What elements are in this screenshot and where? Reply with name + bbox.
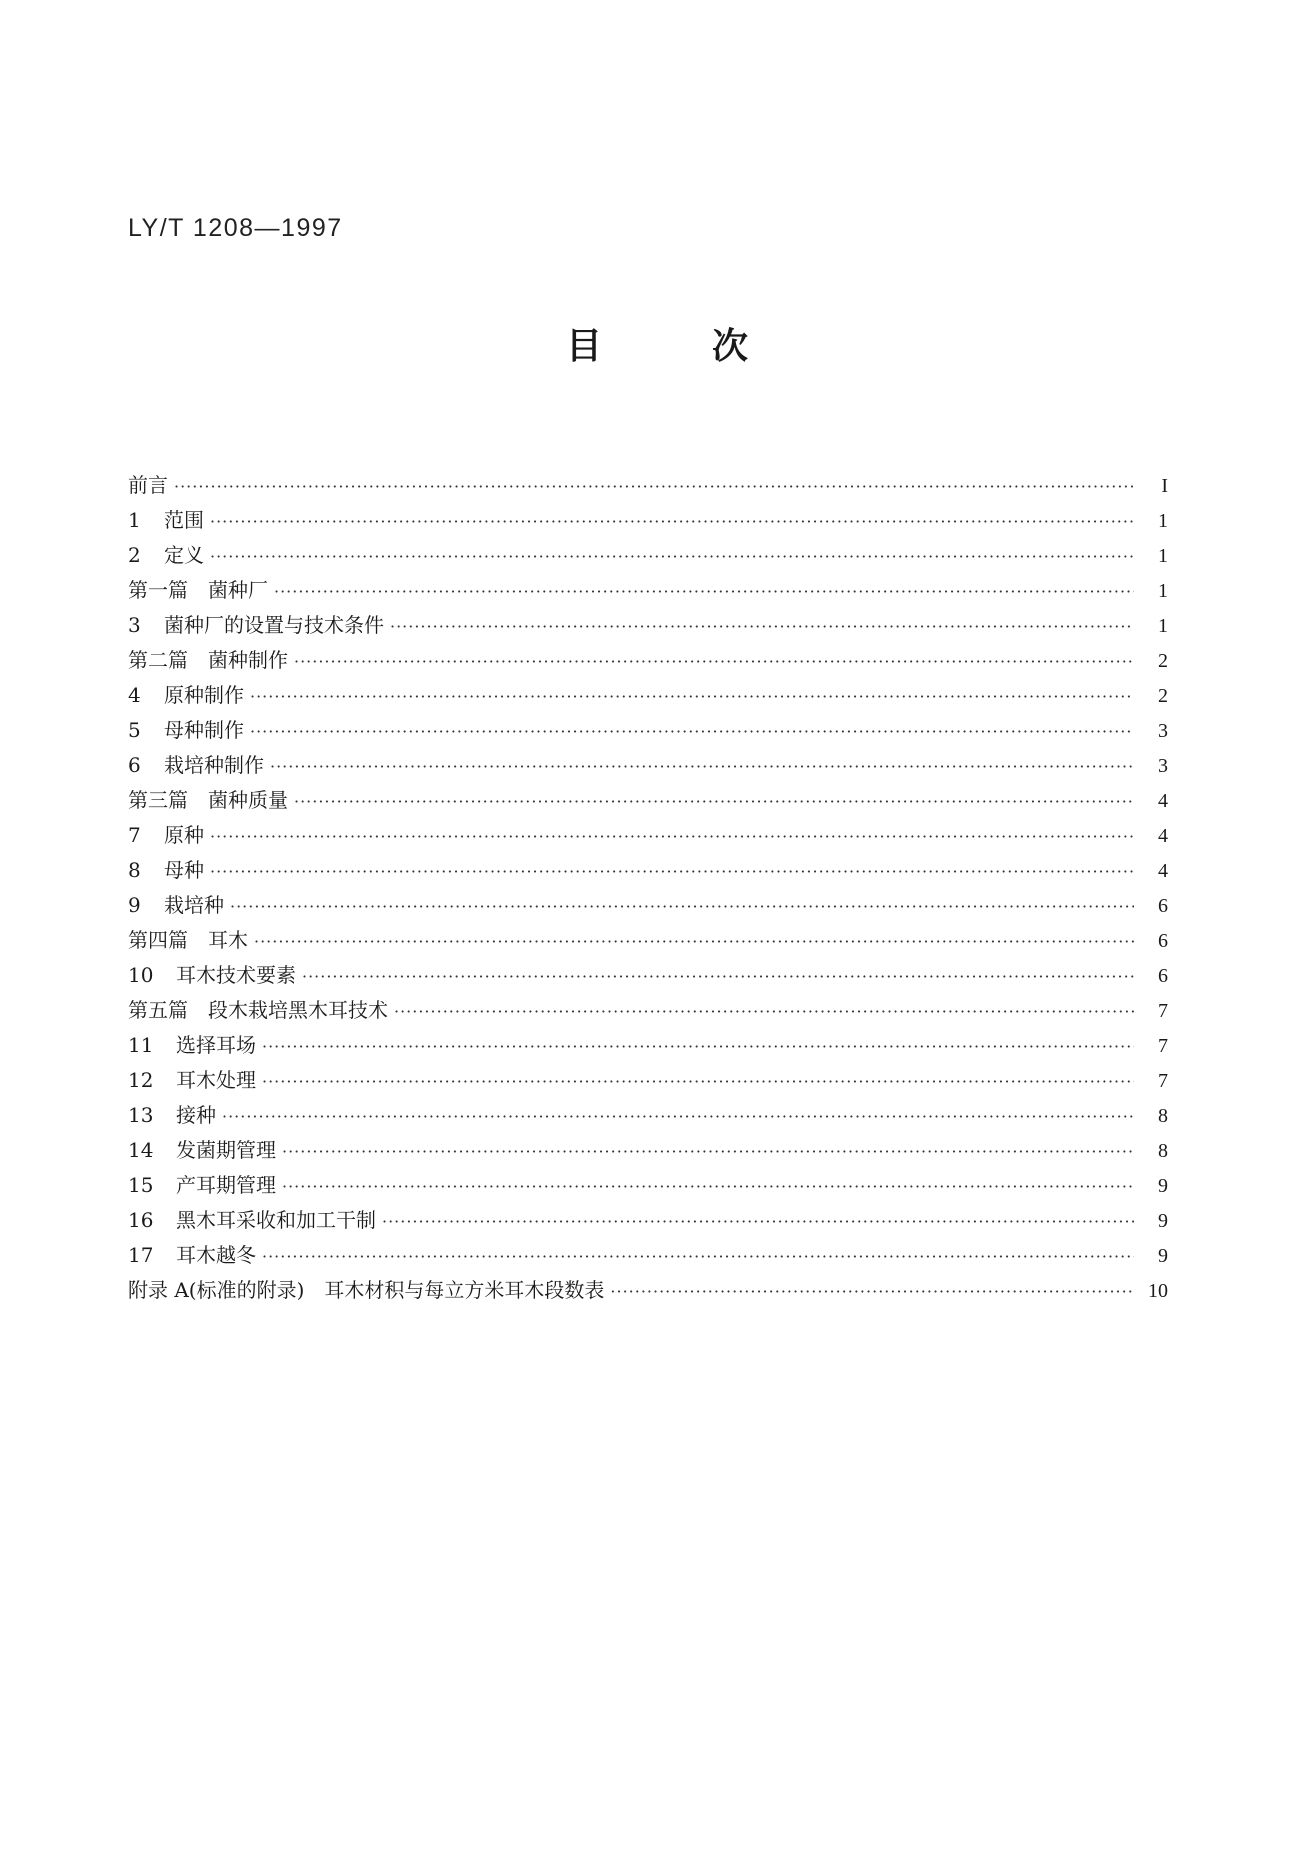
toc-entry[interactable] — [128, 468, 1168, 503]
toc-page: 6 — [1158, 965, 1168, 987]
toc-entry[interactable] — [128, 958, 1168, 993]
toc-entry[interactable] — [128, 1273, 1168, 1308]
toc-label: 栽培种制作 — [164, 753, 264, 777]
table-of-contents — [128, 468, 1168, 1308]
toc-leader-dots — [230, 889, 1134, 924]
title-char-1: 目 — [565, 326, 602, 367]
toc-leader-dots — [282, 1169, 1134, 1204]
toc-entry[interactable] — [128, 538, 1168, 573]
toc-page: 1 — [1158, 545, 1168, 567]
toc-label: 范围 — [164, 508, 204, 532]
toc-entry[interactable] — [128, 1168, 1168, 1203]
toc-page: 6 — [1158, 895, 1168, 917]
toc-leader-dots — [270, 749, 1134, 784]
toc-page: 9 — [1158, 1175, 1168, 1197]
toc-leader-dots — [610, 1274, 1134, 1309]
toc-leader-dots — [262, 1064, 1134, 1099]
title-char-2: 次 — [712, 326, 749, 367]
toc-label: 第一篇 菌种厂 — [128, 578, 268, 602]
toc-number: 17 — [128, 1243, 154, 1267]
toc-label: 菌种厂的设置与技术条件 — [164, 613, 384, 637]
toc-leader-dots — [382, 1204, 1134, 1239]
toc-number: 9 — [128, 893, 141, 917]
toc-label: 选择耳场 — [176, 1033, 256, 1057]
toc-entry[interactable] — [128, 503, 1168, 538]
toc-page: 4 — [1158, 825, 1168, 847]
toc-page: 1 — [1158, 510, 1168, 532]
toc-label: 第五篇 段木栽培黑木耳技术 — [128, 998, 388, 1022]
toc-entry[interactable] — [128, 608, 1168, 643]
toc-entry[interactable] — [128, 818, 1168, 853]
toc-page: 3 — [1158, 720, 1168, 742]
toc-label: 原种制作 — [164, 683, 244, 707]
toc-leader-dots — [262, 1239, 1134, 1274]
toc-number: 7 — [128, 823, 141, 847]
toc-number: 2 — [128, 543, 141, 567]
toc-entry[interactable] — [128, 923, 1168, 958]
toc-entry[interactable] — [128, 678, 1168, 713]
toc-label: 耳木越冬 — [176, 1243, 256, 1267]
toc-number: 6 — [128, 753, 141, 777]
toc-leader-dots — [250, 679, 1134, 714]
toc-leader-dots — [250, 714, 1134, 749]
toc-label: 附录 A(标准的附录) 耳木材积与每立方米耳木段数表 — [128, 1278, 605, 1302]
toc-entry[interactable] — [128, 783, 1168, 818]
toc-number: 4 — [128, 683, 141, 707]
toc-entry[interactable] — [128, 1203, 1168, 1238]
toc-leader-dots — [282, 1134, 1134, 1169]
toc-label: 发菌期管理 — [176, 1138, 276, 1162]
toc-page: 1 — [1158, 580, 1168, 602]
toc-label: 产耳期管理 — [176, 1173, 276, 1197]
toc-label: 第四篇 耳木 — [128, 928, 248, 952]
toc-entry[interactable] — [128, 643, 1168, 678]
toc-leader-dots — [222, 1099, 1134, 1134]
toc-label: 栽培种 — [164, 893, 224, 917]
toc-number: 3 — [128, 613, 141, 637]
toc-page: 8 — [1158, 1140, 1168, 1162]
toc-number: 15 — [128, 1173, 154, 1197]
toc-leader-dots — [262, 1029, 1134, 1064]
toc-leader-dots — [254, 924, 1134, 959]
toc-page: 10 — [1148, 1280, 1168, 1302]
toc-leader-dots — [294, 784, 1134, 819]
toc-label: 接种 — [176, 1103, 216, 1127]
toc-number: 14 — [128, 1138, 154, 1162]
toc-label: 母种 — [164, 858, 204, 882]
toc-number: 12 — [128, 1068, 154, 1092]
toc-number: 10 — [128, 963, 154, 987]
page-title — [0, 318, 1314, 369]
toc-entry[interactable] — [128, 993, 1168, 1028]
toc-number: 13 — [128, 1103, 154, 1127]
toc-entry[interactable] — [128, 1133, 1168, 1168]
toc-entry[interactable] — [128, 748, 1168, 783]
toc-leader-dots — [210, 504, 1134, 539]
toc-entry[interactable] — [128, 573, 1168, 608]
toc-leader-dots — [274, 574, 1134, 609]
toc-leader-dots — [302, 959, 1134, 994]
toc-label: 原种 — [164, 823, 204, 847]
toc-page: 7 — [1158, 1070, 1168, 1092]
toc-entry[interactable] — [128, 1028, 1168, 1063]
toc-entry[interactable] — [128, 1063, 1168, 1098]
toc-page: 4 — [1158, 790, 1168, 812]
toc-page: 9 — [1158, 1245, 1168, 1267]
toc-entry[interactable] — [128, 853, 1168, 888]
toc-leader-dots — [210, 539, 1134, 574]
toc-label: 耳木处理 — [176, 1068, 256, 1092]
toc-page: 2 — [1158, 685, 1168, 707]
toc-page: 7 — [1158, 1000, 1168, 1022]
toc-page: 2 — [1158, 650, 1168, 672]
toc-number: 8 — [128, 858, 141, 882]
toc-leader-dots — [394, 994, 1134, 1029]
toc-page: 4 — [1158, 860, 1168, 882]
document-code: LY/T 1208—1997 — [128, 214, 343, 242]
toc-number: 5 — [128, 718, 141, 742]
toc-page: 9 — [1158, 1210, 1168, 1232]
toc-label: 母种制作 — [164, 718, 244, 742]
toc-number: 16 — [128, 1208, 154, 1232]
toc-page: 6 — [1158, 930, 1168, 952]
toc-label: 前言 — [128, 473, 168, 497]
toc-label: 第二篇 菌种制作 — [128, 648, 288, 672]
toc-leader-dots — [294, 644, 1134, 679]
toc-label: 定义 — [164, 543, 204, 567]
toc-label: 第三篇 菌种质量 — [128, 788, 288, 812]
toc-label: 耳木技术要素 — [176, 963, 296, 987]
toc-page: 7 — [1158, 1035, 1168, 1057]
toc-entry[interactable] — [128, 1238, 1168, 1273]
toc-page: 3 — [1158, 755, 1168, 777]
toc-entry[interactable] — [128, 713, 1168, 748]
toc-entry[interactable] — [128, 888, 1168, 923]
toc-entry[interactable] — [128, 1098, 1168, 1133]
toc-number: 11 — [128, 1033, 154, 1057]
toc-page: 8 — [1158, 1105, 1168, 1127]
toc-leader-dots — [210, 819, 1134, 854]
toc-leader-dots — [174, 469, 1134, 504]
toc-page: 1 — [1158, 615, 1168, 637]
toc-label: 黑木耳采收和加工干制 — [176, 1208, 376, 1232]
toc-leader-dots — [390, 609, 1134, 644]
toc-leader-dots — [210, 854, 1134, 889]
toc-page: I — [1161, 475, 1168, 497]
toc-number: 1 — [128, 508, 141, 532]
